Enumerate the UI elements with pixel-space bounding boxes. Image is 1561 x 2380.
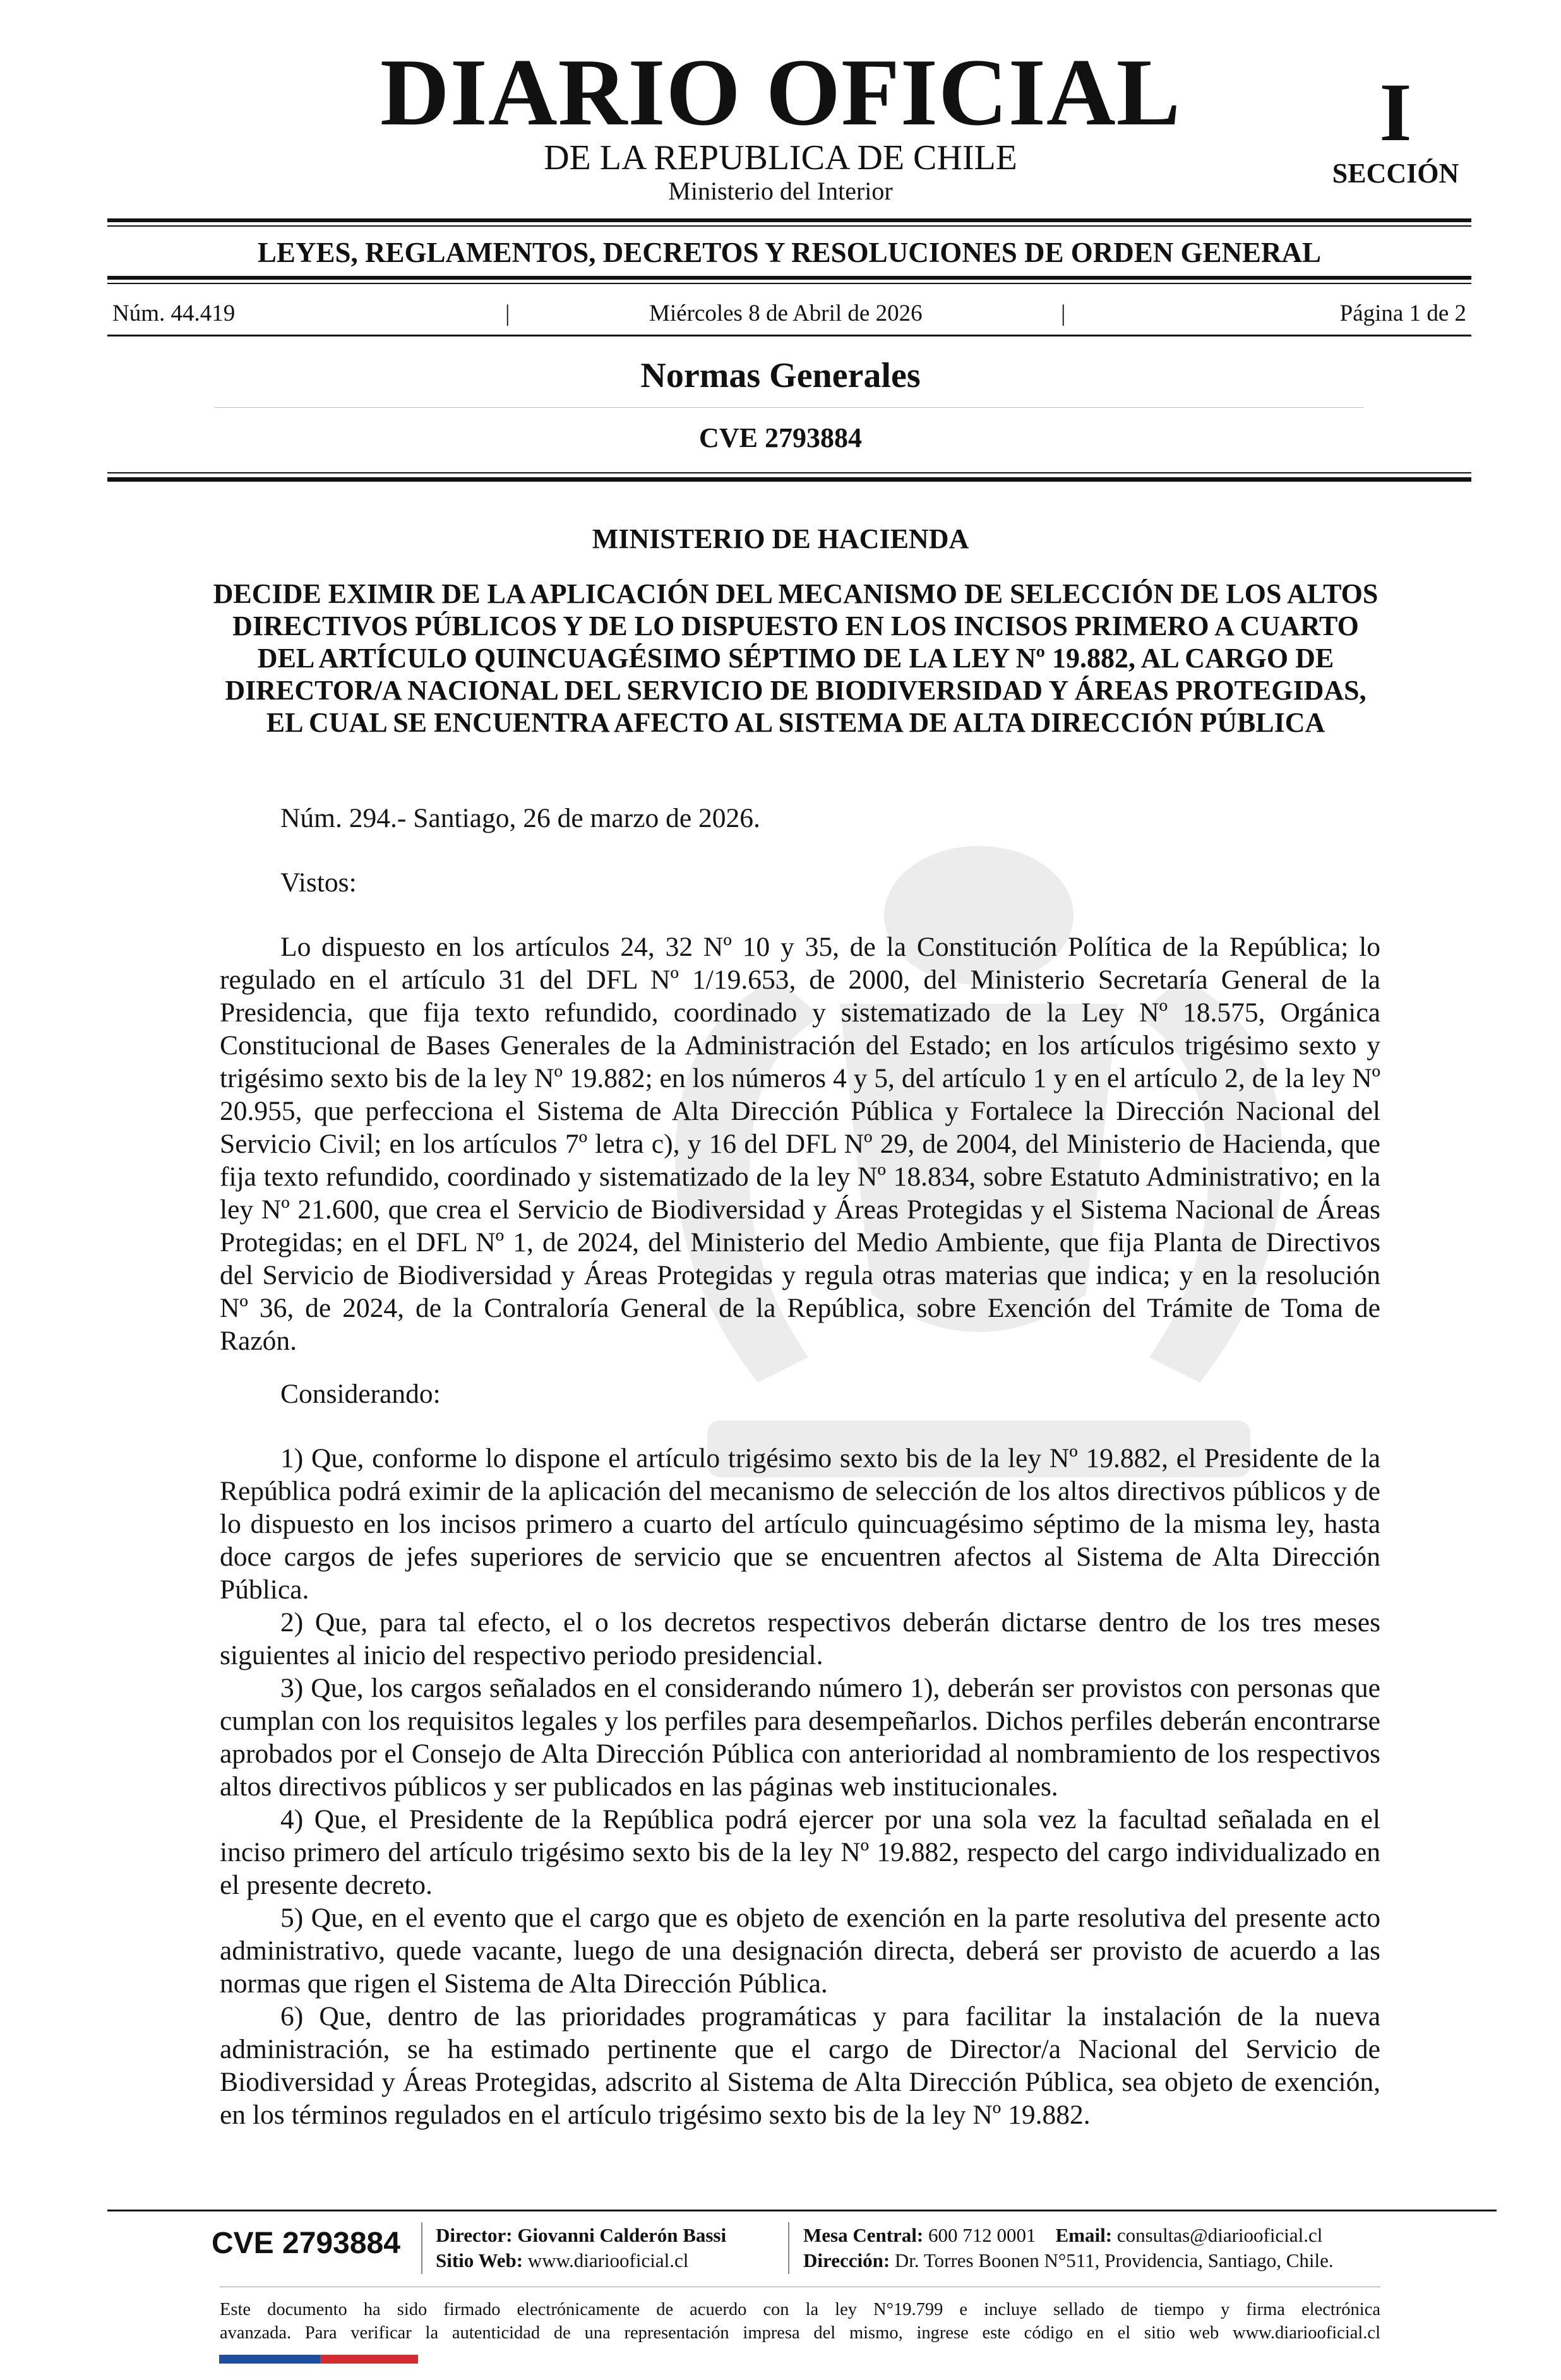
masthead-rule-top	[107, 218, 1471, 222]
issue-info-row	[107, 298, 1471, 330]
info-rule-bottom	[107, 335, 1471, 336]
considerando-block	[220, 1377, 1380, 1410]
considerando-item: 1) Que, conforme lo dispone el artículo trigésimo sexto bis de la ley Nº 19.882, el Presidente de la República podrá eximir de la aplicación del mecanismo de selección de los altos directivos públicos y de lo dispuesto en los incisos primero a cuarto del artículo quincuagésimo séptimo de la misma ley, hasta doce cargos de jefes superiores de servicio que se encuentren afectos al Sistema de Alta Dirección Pública.	[220, 1443, 1380, 1605]
footer-legal-notice	[220, 2298, 1380, 2345]
address-value: Dr. Torres Boonen N°511, Providencia, Santiago, Chile.	[894, 2249, 1334, 2271]
cve-rule-thin	[107, 472, 1471, 473]
footer-contact-block	[803, 2223, 1334, 2273]
info-separator: |	[1061, 300, 1066, 326]
decree-number: Núm. 294.- Santiago, 26 de marzo de 2026.	[280, 803, 760, 833]
flag-stripe-red	[320, 2355, 418, 2364]
cve-code: CVE 2793884	[699, 422, 862, 453]
issue-date: Miércoles 8 de Abril de 2026	[649, 300, 923, 326]
info-separator: |	[505, 300, 510, 326]
section-label: SECCIÓN	[1332, 158, 1459, 189]
vistos-paragraph: Lo dispuesto en los artículos 24, 32 Nº 10 y 35, de la Constitución Política de la República; lo regulado en el artículo 31 del DFL Nº 1/19.653, de 2000, del Ministerio Secretaría General de la Presidencia, que fija texto refundido, coordinado y sistematizado de la Ley Nº 18.575, Orgánica Constitucional de Bases Generales de la Administración del Estado; en los artículos trigésimo sexto y trigésimo sexto bis de la ley Nº 19.882; en los números 4 y 5, del artículo 1 y en el artículo 2, de la ley Nº 20.955, que perfecciona el Sistema de Alta Dirección Pública y Fortalece la Dirección Nacional del Servicio Civil; en los artículos 7º letra c), y 16 del DFL Nº 29, de 2004, del Ministerio de Hacienda, que fija texto refundido, coordinado y sistematizado de la ley Nº 18.834, sobre Estatuto Administrativo; en la ley Nº 21.600, que crea el Servicio de Biodiversidad y Áreas Protegidas y el Sistema Nacional de Áreas Protegidas; en el DFL Nº 1, de 2024, del Ministerio del Medio Ambiente, que fija Planta de Directivos del Servicio de Biodiversidad y Áreas Protegidas y regula otras materias que indica; y en la resolución Nº 36, de 2024, de la Contraloría General de la República, sobre Exención del Trámite de Toma de Razón.	[220, 932, 1380, 1356]
email-link[interactable]: consultas@diariooficial.cl	[1116, 2224, 1323, 2246]
director-name: Giovanni Calderón Bassi	[517, 2224, 727, 2246]
newspaper-title: DIARIO OFICIAL	[380, 39, 1181, 145]
phone-value: 600 712 0001	[928, 2224, 1036, 2246]
legal-line-1: Este documento ha sido firmado electrónicamente de acuerdo con la ley N°19.799 e incluye sellado de tiempo y firma electrónica	[220, 2300, 1380, 2319]
considerandos-list	[220, 1442, 1380, 2131]
footer-divider	[788, 2222, 789, 2274]
considerando-item: 2) Que, para tal efecto, el o los decretos respectivos deberán dictarse dentro de los tres meses siguientes al inicio del respectivo periodo presidencial.	[220, 1607, 1380, 1670]
phone-label: Mesa Central:	[803, 2224, 924, 2246]
vistos-text-block	[220, 931, 1380, 1357]
decree-number-block	[220, 802, 1380, 835]
vistos-block	[220, 866, 1380, 899]
footer-divider	[421, 2222, 422, 2274]
considerando-item: 4) Que, el Presidente de la República podrá ejercer por una sola vez la facultad señalada en el inciso primero del artículo trigésimo sexto bis de la ley Nº 19.882, respecto del cargo individualizado en el presente decreto.	[220, 1804, 1380, 1900]
newspaper-subtitle: DE LA REPUBLICA DE CHILE	[544, 138, 1017, 177]
page-indicator: Página 1 de 2	[1339, 300, 1466, 326]
section-number: I	[1379, 66, 1412, 158]
masthead-rule-thin	[107, 225, 1471, 227]
flag-stripe-blue	[219, 2355, 320, 2364]
band-rule-top-thin	[107, 283, 1471, 284]
footer-cve-code: CVE 2793884	[212, 2227, 400, 2260]
band-title: LEYES, REGLAMENTOS, DECRETOS Y RESOLUCIONES DE ORDEN GENERAL	[257, 237, 1322, 268]
site-link[interactable]: www.diariooficial.cl	[527, 2249, 689, 2271]
legal-line-2: avanzada. Para verificar la autenticidad de una representación impresa del mismo, ingrese este código en el sitio web www.diariooficial.cl	[220, 2323, 1380, 2343]
decree-title: DECIDE EXIMIR DE LA APLICACIÓN DEL MECANISMO DE SELECCIÓN DE LOS ALTOS DIRECTIVOS PÚBLICOS Y DE LO DISPUESTO EN LOS INCISOS PRIMERO A CUARTO DEL ARTÍCULO QUINCUAGÉSIMO SÉPTIMO DE LA LEY Nº 19.882, AL CARGO DE DIRECTOR/A NACIONAL DEL SERVICIO DE BIODIVERSIDAD Y ÁREAS PROTEGIDAS, EL CUAL SE ENCUENTRA AFECTO AL SISTEMA DE ALTA DIRECCIÓN PÚBLICA	[213, 578, 1379, 738]
vistos-heading: Vistos:	[280, 867, 357, 898]
footer-director-block	[436, 2223, 726, 2273]
email-label: Email:	[1055, 2224, 1113, 2246]
director-label: Director:	[436, 2224, 513, 2246]
newspaper-ministry: Ministerio del Interior	[668, 177, 893, 205]
ministry-name: MINISTERIO DE HACIENDA	[592, 523, 969, 554]
section-heading: Normas Generales	[640, 356, 921, 395]
site-label: Sitio Web:	[436, 2249, 523, 2271]
considerando-item: 6) Que, dentro de las prioridades programáticas y para facilitar la instalación de la nueva administración, se ha estimado pertinente que el cargo de Director/a Nacional del Servicio de Biodiversidad y Áreas Protegidas, adscrito al Sistema de Alta Dirección Pública, sea objeto de exención, en los términos regulados en el artículo trigésimo sexto bis de la ley Nº 19.882.	[220, 2001, 1380, 2130]
band-rule-top	[107, 276, 1471, 280]
considerando-item: 5) Que, en el evento que el cargo que es objeto de exención en la parte resolutiva del presente acto administrativo, quede vacante, luego de una designación directa, deberá ser provisto de acuerdo a las normas que rigen el Sistema de Alta Dirección Pública.	[220, 1903, 1380, 1999]
heading-underline	[215, 407, 1364, 408]
address-label: Dirección:	[803, 2249, 890, 2271]
footer-rule	[107, 2210, 1497, 2211]
considerando-heading: Considerando:	[280, 1379, 441, 1409]
considerando-item: 3) Que, los cargos señalados en el considerando número 1), deberán ser provistos con personas que cumplan con los requisitos legales y los perfiles para desempeñarlos. Dichos perfiles deberán encontrarse aprobados por el Consejo de Alta Dirección Pública con anterioridad al nombramiento de los respectivos altos directivos públicos y ser publicados en las páginas web institucionales.	[220, 1673, 1380, 1802]
cve-rule-thick	[107, 477, 1471, 482]
issue-number: Núm. 44.419	[112, 300, 236, 326]
